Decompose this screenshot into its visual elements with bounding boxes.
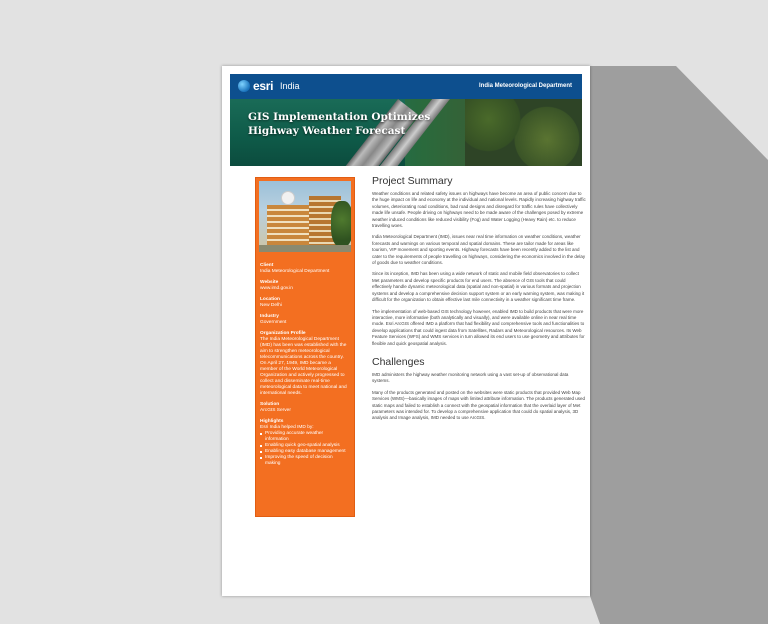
org-profile-value: The India Meteorological Department (IMD) has been was established with the aim to strengthen meteorological telecommunications across the country. On April 27, 1949, IMD became a member of the World Meteorological Organization and actively progressed to collect and disseminate real-time meteorological data to meet national and international needs. — [260, 337, 347, 396]
highlight-text: Improving the speed of decision making — [265, 455, 333, 466]
list-item — [260, 431, 348, 443]
tree — [331, 201, 351, 247]
document-page — [222, 66, 590, 596]
bullet-square-icon — [260, 433, 262, 435]
client-value: India Meteorological Department — [260, 269, 330, 274]
highlights-intro: Esri India helped IMD by: — [260, 425, 314, 430]
client-label: Client — [260, 263, 274, 268]
esri-logo-sub: India — [280, 81, 300, 91]
esri-globe-icon — [238, 80, 250, 92]
sidebar-body — [256, 255, 354, 467]
hero-trees — [465, 99, 582, 166]
sheet-shadow — [590, 66, 768, 624]
hero-title — [248, 110, 430, 138]
building-photo — [259, 181, 351, 252]
challenges-heading: Challenges — [372, 355, 425, 368]
bullet-square-icon — [260, 457, 262, 459]
challenges-paragraph-1: IMD administers the highway weather monitoring network using a vast set-up of observational data systems. — [372, 371, 569, 384]
website-value[interactable]: www.imd.gov.in — [260, 286, 293, 291]
industry-value: Government — [260, 320, 287, 325]
summary-paragraph-1: Weather conditions and related safety issues on highways have become an area of public concern due to the huge impact on life and economy at the individual and national levels. Rapidly increasing highway traffic volumes, deteriorating road conditions, bad road designs and disregard for traffic rules have collectively made life unsafe. People driving on highways need to be made aware of the challenges posed by extreme weather induced conditions like reduced visibility (Fog) and Water Logging (Heavy Rain) etc. to reduce travelling woes. — [372, 191, 586, 229]
website-label: Website — [260, 280, 279, 285]
challenges-paragraph-2: Many of the products generated and posted on the websites were static products that provided Web Map Services (WMS)—basically images of maps with limited attribute information. The products generated used static maps and failed to establish a connect with the geospatial information that the overlaid layer of Met parameters was intended for. To develop a comprehensive application that could do spatial analysis, 3D analysis and Image analysis, IMD needed to use ArcGIS. — [372, 389, 586, 421]
list-item — [260, 455, 348, 467]
hero-banner — [230, 99, 582, 166]
sidebar — [255, 177, 355, 517]
header-bar — [230, 74, 582, 99]
highlight-text: Enabling quick geo-spatial analysis — [265, 443, 340, 448]
summary-paragraph-3: Since its inception, IMD has been using a wide network of static and mobile field observatories to collect Met parameters and develop specific products for end users. The absence of GIS tools that could effectively handle dynamic meteorological data (spatial and non-spatial) in various formats and projection systems and develop a comprehensive decision support system or an early warning system, was making it difficult for the organization to obtain effective last mile connectivity in a weather significant time frame. — [372, 271, 585, 303]
esri-logo-text: esri — [253, 79, 274, 93]
highlight-text: Enabling easy database management — [265, 449, 346, 454]
radar-dome — [281, 191, 295, 205]
industry-label: Industry — [260, 314, 279, 319]
summary-paragraph-2: India Meteorological Department (IMD), issues near real time information on weather conditions, weather forecasts and warnings on various temporal and spatial domains. These are tailor made for areas like tourism, VIP movement and sporting events. Highway forecasts have been recently added to the list and cater to the requirements of people travelling on highways, considering the economics involved in the delay of goods due to weather conditions. — [372, 234, 586, 266]
summary-paragraph-4: The implementation of web-based GIS technology however, enabled IMD to build products that were more interactive, more informative (both analytically and visually), and were available online in near real time mode. Esri ArcGIS offered IMD a platform that had flexibility and comprehensive tools and functionalities to develop applications that could ingest data from Satellites, Radars and Meteorological resources. Its Web Feature Services (WFS) and WMS services in turn allowed its end users to use geometry and attributes for flexible and quick geospatial analysis. — [372, 308, 585, 346]
location-label: Location — [260, 297, 280, 302]
hero-title-line2: Highway Weather Forecast — [248, 125, 406, 137]
solution-label: Solution — [260, 402, 280, 407]
solution-value: ArcGIS Server — [260, 408, 291, 413]
highlight-text: Providing accurate weather information — [265, 431, 324, 442]
location-value: New Delhi — [260, 303, 282, 308]
hero-title-line1: GIS Implementation Optimizes — [248, 111, 431, 123]
highlights-label: Highlights — [260, 419, 284, 424]
main-content — [372, 175, 586, 427]
org-profile-label: Organization Profile — [260, 331, 306, 336]
department-name: India Meteorological Department — [478, 83, 572, 89]
bullet-square-icon — [260, 445, 262, 447]
ground — [259, 245, 351, 252]
bullet-square-icon — [260, 451, 262, 453]
project-summary-heading: Project Summary — [372, 175, 453, 187]
highlights-list — [260, 431, 348, 467]
